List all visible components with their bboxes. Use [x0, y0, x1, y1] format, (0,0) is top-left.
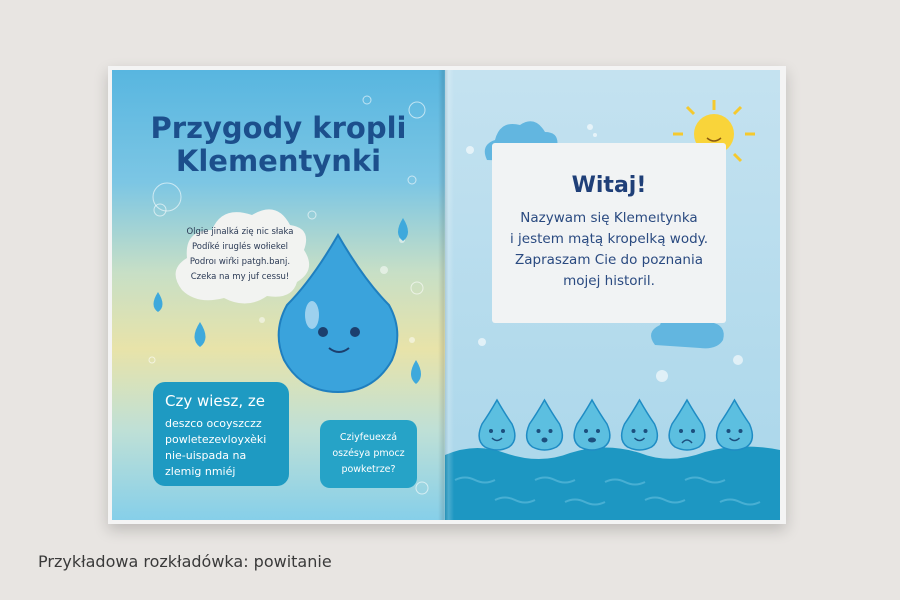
water [445, 446, 780, 520]
left-page [112, 70, 445, 520]
drop-character-open-mouth [574, 400, 610, 450]
fact-box: Czy wiesz, ze deszco ocoyszczz powletezevloyxèki nie-uispada na zlemig nmiéj [153, 382, 289, 486]
question-box: Cziyfeuexzá oszésya pmocz powketrze? [320, 420, 417, 488]
welcome-card [492, 143, 726, 323]
drop-character-smile [479, 400, 515, 450]
cloud-text: Olgie jinalká zię nic słaka Podíké iruglés wołiekel Podroı wiŕki patgh.banj. Czeka na my juf cessu! [186, 227, 294, 282]
welcome-text: Nazywam się Klemeıtynka i jestem mątą kropelką wody. Zapraszam Cie do poznania mojej historil. [509, 210, 709, 289]
drop-character-sad [669, 400, 705, 450]
book-spine [438, 70, 454, 520]
welcome-heading: Witaj! [571, 173, 647, 198]
drop-character-surprised [527, 400, 563, 450]
drop-character-smile [717, 400, 753, 450]
drop-character-smile [622, 400, 658, 450]
book-title: Przygody kropli Klementynki [150, 111, 407, 178]
caption: Przykładowa rozkładówka: powitanie [38, 552, 332, 571]
right-page [445, 70, 780, 520]
